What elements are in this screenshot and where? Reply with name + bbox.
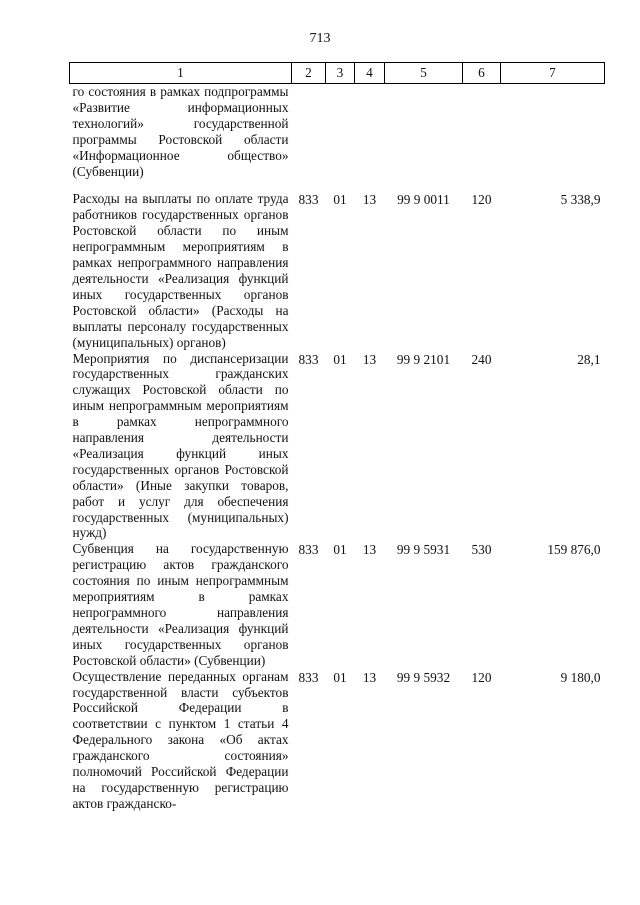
target-article-code: 99 9 0011: [397, 192, 450, 208]
amount-value: [501, 84, 605, 192]
table-row: [70, 669, 605, 828]
header-row: [70, 63, 605, 84]
target-article-code: 99 9 2101: [396, 351, 451, 367]
row-description: го состояния в рамках подпрограммы «Развитие информационных технологий» государственной программы Ростовской области «Информационное общество» (Субвенции): [72, 84, 289, 179]
ministry-code: 833: [298, 542, 319, 558]
expense-type-code: [463, 84, 501, 192]
section-code: 01: [333, 669, 347, 685]
column-header-2: 2: [292, 63, 326, 84]
subsection-code: 13: [362, 669, 377, 685]
row-description: Расходы на выплаты по оплате труда работников государственных органов Ростовской области по иным непрограммным мероприятиям в рамках непрограммного направления деятельности «Реализация функций иных государственных органов Ростовской области» (Расходы на выплаты персоналу государственных (муниципальных) органов): [72, 191, 289, 350]
amount-value: 159 876,0: [547, 542, 601, 558]
table-row: [70, 191, 605, 350]
column-header-5: 5: [385, 63, 463, 84]
page-number: 713: [309, 31, 331, 46]
subsection-code: 13: [362, 351, 377, 367]
target-article-code: 99 9 5932: [396, 669, 451, 685]
expense-type-code: 530: [471, 542, 492, 558]
row-description: Субвенция на государственную регистрацию актов гражданского состояния по иным непрограммным мероприятиям в рамках непрограммного направления деятельности «Реализация функций иных государственных органов Ростовской области» (Субвенции): [72, 541, 289, 668]
column-header-1: 1: [70, 63, 292, 84]
target-article-code: 99 9 5931: [396, 542, 451, 558]
target-article-code: [385, 84, 463, 192]
ministry-code: 833: [298, 351, 319, 367]
subsection-code: 13: [362, 542, 377, 558]
column-header-4: 4: [355, 63, 385, 84]
amount-value: 5 338,9: [560, 192, 601, 208]
expense-type-code: 120: [471, 669, 492, 685]
expense-type-code: 120: [471, 192, 492, 208]
section-code: 01: [333, 351, 347, 367]
table-row: [70, 541, 605, 668]
column-header-3: 3: [326, 63, 355, 84]
subsection-code: [355, 84, 385, 192]
row-description: Мероприятия по диспансеризации государственных гражданских служащих Ростовской области по иным непрограммным мероприятиям в рамках непрограммного направления деятельности «Реализация функций иных государственных органов Ростовской области» (Иные закупки товаров, работ и услуг для обеспечения государственных (муниципальных) нужд): [72, 350, 289, 541]
ministry-code: [292, 84, 326, 192]
expense-type-code: 240: [471, 351, 492, 367]
amount-value: 28,1: [577, 351, 601, 367]
section-code: [326, 84, 355, 192]
row-description: Осуществление переданных органам государственной власти субъектов Российской Федерации в соответствии с пунктом 1 статьи 4 Федерального закона «Об актах гражданского состояния» полномочий Российской Федерации на государственную регистрацию актов гражданско-: [72, 668, 289, 811]
section-code: 01: [333, 542, 347, 558]
budget-table: [69, 62, 605, 828]
table-row: [70, 351, 605, 542]
column-header-6: 6: [463, 63, 501, 84]
section-code: 01: [333, 192, 347, 208]
ministry-code: 833: [298, 669, 319, 685]
subsection-code: 13: [362, 192, 377, 208]
amount-value: 9 180,0: [560, 669, 601, 685]
column-header-7: 7: [501, 63, 605, 84]
table-row: [70, 84, 605, 192]
ministry-code: 833: [298, 192, 319, 208]
